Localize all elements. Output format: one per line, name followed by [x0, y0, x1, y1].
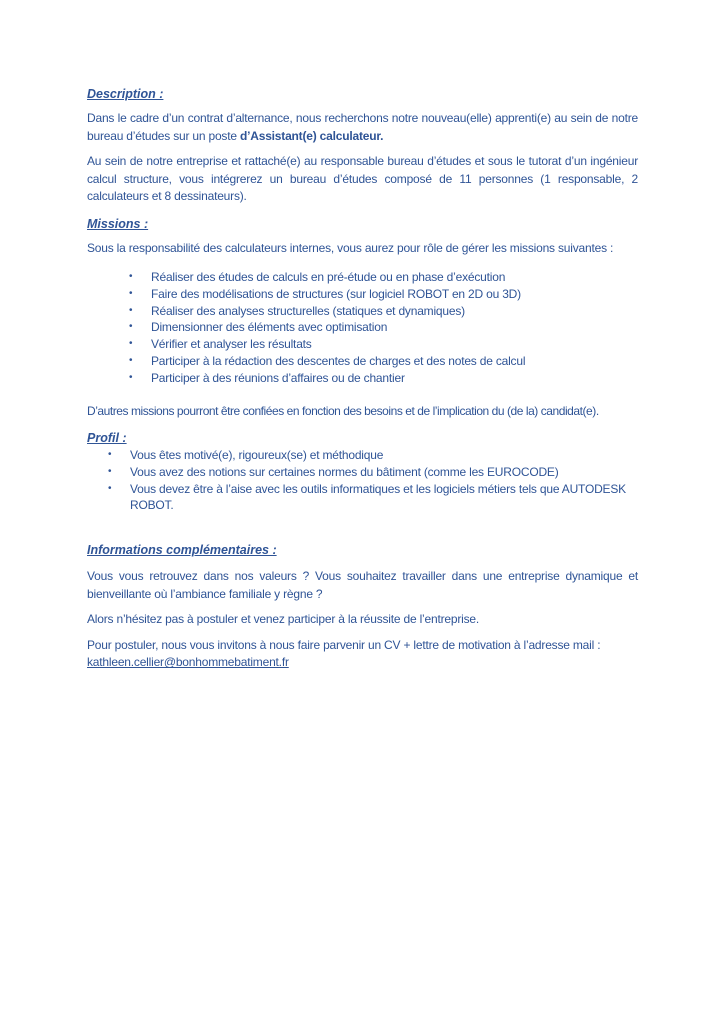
description-paragraph-1-text: Dans le cadre d’un contrat d’alternance, nous recherchons notre nouveau(elle) apprenti(e) au sein de notre bureau d’études sur un poste	[87, 111, 638, 143]
missions-heading: Missions :	[87, 216, 149, 231]
infos-paragraph-3	[87, 637, 638, 672]
mission-item-text: Faire des modélisations de structures (sur logiciel ROBOT en 2D ou 3D)	[151, 286, 521, 301]
bullet-icon: •	[129, 304, 133, 316]
mission-item-text: Réaliser des analyses structurelles (statiques et dynamiques)	[151, 303, 465, 318]
bullet-icon: •	[129, 354, 133, 366]
mission-item-text: Vérifier et analyser les résultats	[151, 337, 312, 352]
profil-item-text: Vous avez des notions sur certaines normes du bâtiment (comme les EUROCODE)	[130, 464, 559, 479]
mission-item	[129, 336, 638, 353]
bullet-icon: •	[108, 465, 112, 477]
document-page	[87, 86, 638, 680]
infos-heading: Informations complémentaires :	[87, 543, 277, 558]
mission-item	[129, 303, 638, 320]
mission-item-text: Participer à la rédaction des descentes de charges et des notes de calcul	[151, 353, 526, 368]
mission-item-text: Réaliser des études de calculs en pré-étude ou en phase d’exécution	[151, 270, 506, 284]
profil-item-text: Vous devez être à l’aise avec les outils informatiques et les logiciels métiers tels que AUTODESK ROBOT.	[130, 481, 626, 513]
bullet-icon: •	[108, 482, 112, 494]
bullet-icon: •	[129, 271, 133, 282]
infos-paragraph-3-text: Pour postuler, nous vous invitons à nous faire parvenir un CV + lettre de motivation à l’adresse mail :	[87, 637, 601, 652]
bullet-icon: •	[129, 287, 133, 299]
mission-item	[129, 353, 638, 370]
job-title: d’Assistant(e) calculateur.	[239, 128, 384, 143]
mission-item	[129, 269, 638, 286]
bullet-icon: •	[129, 371, 133, 383]
bullet-icon: •	[108, 449, 112, 461]
profil-heading: Profil :	[87, 431, 127, 446]
mission-item	[129, 319, 638, 336]
infos-paragraph-1: Vous vous retrouvez dans nos valeurs ? Vous souhaitez travailler dans une entreprise dynamique et bienveillante où l’ambiance familiale y règne ?	[87, 569, 638, 601]
profil-item	[108, 464, 638, 481]
mission-item	[129, 286, 638, 303]
profil-list	[87, 447, 638, 514]
missions-intro: Sous la responsabilité des calculateurs internes, vous aurez pour rôle de gérer les missions suivantes :	[87, 240, 614, 255]
bullet-icon: •	[129, 321, 133, 333]
profil-item-text: Vous êtes motivé(e), rigoureux(se) et méthodique	[130, 448, 384, 463]
infos-paragraph-2: Alors n’hésitez pas à postuler et venez participer à la réussite de l’entreprise.	[87, 612, 480, 627]
mission-item-text: Participer à des réunions d’affaires ou de chantier	[151, 370, 405, 385]
description-paragraph-1	[87, 110, 638, 145]
description-heading: Description :	[87, 87, 164, 101]
mission-item	[129, 370, 638, 387]
description-paragraph-2: Au sein de notre entreprise et rattaché(e) au responsable bureau d’études et sous le tutorat d’un ingénieur calcul structure, vous intégrerez un bureau d’études composé de 11 personnes (1 responsable, 2 calculateurs et 8 dessinateurs).	[87, 154, 638, 203]
email-link[interactable]: kathleen.cellier@bonhommebatiment.fr	[87, 655, 289, 670]
bullet-icon: •	[129, 338, 133, 350]
profil-item	[108, 481, 638, 515]
missions-outro: D’autres missions pourront être confiées en fonction des besoins et de l’implication du (de la) candidat(e).	[87, 403, 599, 418]
profil-item	[108, 447, 638, 464]
missions-list	[87, 269, 638, 387]
mission-item-text: Dimensionner des éléments avec optimisation	[151, 320, 388, 335]
